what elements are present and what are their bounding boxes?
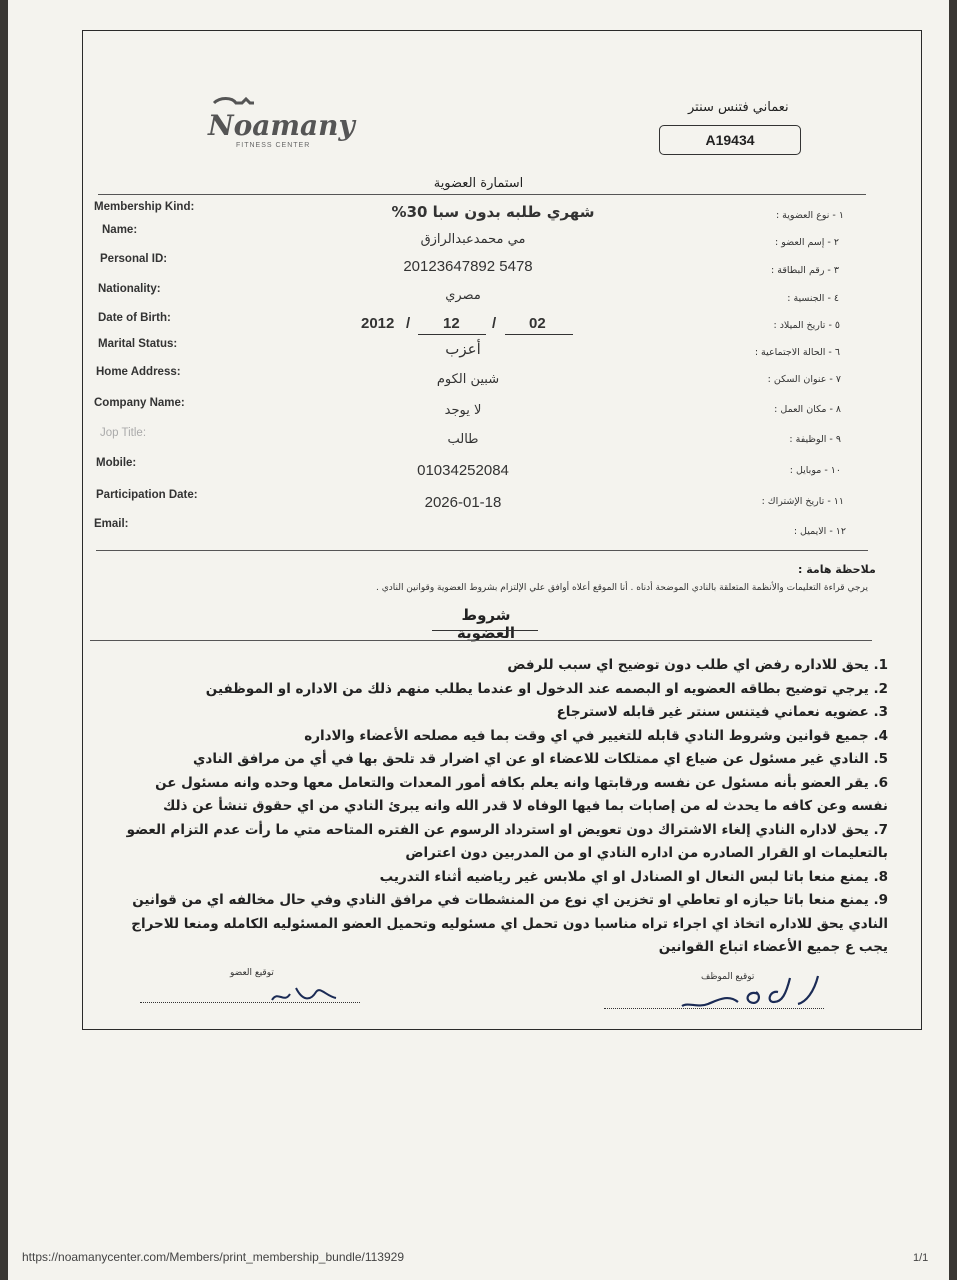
value-company-name: لا يوجد [444, 403, 482, 418]
dob-sep-1: / [406, 315, 411, 332]
term-item: 3. عضويه نعماني فيتنس سنتر غير قابله لاسترجاع [556, 704, 888, 720]
label-name-ar: ٢ - إسم العضو : [774, 237, 839, 248]
logo-subtitle: FITNESS CENTER [236, 142, 311, 149]
term-item: 1. يحق للاداره رفض اي طلب دون توضيح اي سبب للرفض [507, 657, 888, 673]
label-nationality-en: Nationality: [98, 283, 161, 295]
form-title: استمارة العضوية [433, 176, 524, 191]
title-divider [98, 194, 866, 195]
term-item: 6. يقر العضو بأنه مسئول عن نفسه ورقابتها وانه يعلم بكافه أمور المعدات والتعامل معها وحده وانه مسئول عن نفسه وعن كافه ما يحدث له من إصابات بما فيها الوفاه لا قدر الله وانه يبرئ النادي من اي حقوق تنشأ عن ذلك [155, 774, 888, 814]
label-email-en: Email: [94, 518, 129, 530]
employee-signature-image [678, 972, 828, 1016]
term-item: 5. النادي غير مسئول عن ضياع اي ممتلكات للاعضاء او عن اي اضرار قد تلحق بها في أي من مرافق النادي [193, 751, 888, 767]
label-membership-kind-en: Membership Kind: [94, 201, 195, 213]
value-participation-date: 2026-01-18 [424, 494, 502, 511]
page-url: https://noamanycenter.com/Members/print_membership_bundle/113929 [22, 1250, 404, 1264]
terms-list [116, 654, 888, 960]
label-mobile-en: Mobile: [96, 457, 137, 469]
label-dob-ar: ٥ - تاريخ الميلاد : [773, 320, 840, 331]
page-number: 1/1 [913, 1252, 929, 1264]
label-nationality-ar: ٤ - الجنسية : [787, 293, 839, 304]
label-job-title-ar: ٩ - الوظيفة : [789, 434, 841, 445]
label-email-ar: ١٢ - الايميل : [793, 526, 846, 537]
value-marital-status: أعزب [445, 340, 481, 358]
dob-year: 2012 [361, 315, 395, 332]
label-job-title-en: Jop Title: [100, 427, 147, 439]
term-item: 8. يمنع منعا باتا لبس النعال او الصنادل او اي ملابس غير رياضيه أثناء التدريب [379, 868, 888, 885]
label-participation-date-ar: ١١ - تاريخ الإشتراك : [761, 496, 844, 507]
value-mobile: 01034252084 [417, 462, 509, 479]
label-company-name-ar: ٨ - مكان العمل : [774, 404, 841, 415]
terms-title: شروط العضوية [456, 606, 516, 642]
value-name: مي محمدعبدالرازق [420, 232, 526, 247]
value-nationality: مصري [445, 288, 481, 303]
value-personal-id: 20123647892 5478 [403, 258, 533, 275]
club-name: نعماني فتنس سنتر [688, 100, 789, 115]
club-logo [206, 95, 355, 155]
term-item: 4. جميع قوانين وشروط النادي قابله للتغيير في اي وقت بما فيه مصلحه الأعضاء والاداره [304, 727, 888, 744]
membership-code: A19434 [659, 125, 801, 155]
label-membership-kind-ar: ١ - نوع العضوية : [775, 210, 844, 221]
member-signature-image [266, 980, 346, 1010]
term-item: 2. يرجي توضيح بطاقه العضويه او البصمه عند الدخول او عندما يطلب منهم ذلك من الاداره او الموظفين [205, 680, 888, 697]
label-marital-status-en: Marital Status: [98, 338, 178, 350]
dob-day-line [505, 334, 573, 335]
label-company-name-en: Company Name: [94, 397, 185, 409]
label-personal-id-ar: ٣ - رقم البطاقة : [771, 265, 839, 276]
terms-divider [90, 640, 872, 641]
value-job-title: طالب [447, 432, 479, 447]
label-marital-status-ar: ٦ - الحالة الاجتماعية : [754, 347, 840, 358]
dob-day: 02 [529, 315, 546, 332]
member-signature-label: توقيع العضو [230, 968, 274, 978]
label-participation-date-en: Participation Date: [96, 489, 198, 501]
dob-sep-2: / [492, 315, 497, 332]
term-item: 9. يمنع منعا باتا حيازه او تعاطي او تخزين اي نوع من المنشطات في مرافق النادي وفي حال مخالفه اي من قوانين النادي يحق للاداره اتخاذ اي اجراء تراه مناسبا دون تحمل اي مسئوليه وتحميل العضو المسئوليه الكامله ومنعا للاحراج يجب ع جميع الأعضاء اتباع القوانين [131, 892, 888, 955]
dob-month: 12 [443, 315, 460, 332]
term-item: 7. يحق لاداره النادي إلغاء الاشتراك دون تعويض او استرداد الرسوم عن الفتره المتاحه متي ما رأت عدم التزام العضو بالتعليمات او القرار الصادره من اداره النادي او من المدربين دون اعتراض [126, 821, 888, 861]
label-mobile-ar: ١٠ - موبايل : [789, 465, 841, 476]
value-membership-kind: شهري طلبه بدون سبا 30% [391, 203, 595, 221]
value-home-address: شبين الكوم [436, 372, 500, 387]
note-heading: ملاحظة هامة : [798, 563, 876, 576]
printed-page [8, 0, 949, 1280]
dob-month-line [418, 334, 486, 335]
note-body: يرجي قراءة التعليمات والأنظمة المتعلقة بالنادي الموضحة أدناه . أنا الموقع أعلاه أوافق علي الإلتزام بشروط العضوية وقوانين النادي . [375, 583, 868, 593]
label-name-en: Name: [102, 224, 138, 236]
terms-title-underline [432, 630, 538, 631]
logo-text: Noamany [208, 109, 355, 142]
label-personal-id-en: Personal ID: [100, 253, 168, 265]
label-dob-en: Date of Birth: [98, 312, 171, 324]
fields-divider [96, 550, 868, 551]
label-home-address-en: Home Address: [96, 366, 181, 378]
employee-signature-label: توقيع الموظف [701, 972, 755, 982]
label-home-address-ar: ٧ - عنوان السكن : [767, 374, 841, 385]
